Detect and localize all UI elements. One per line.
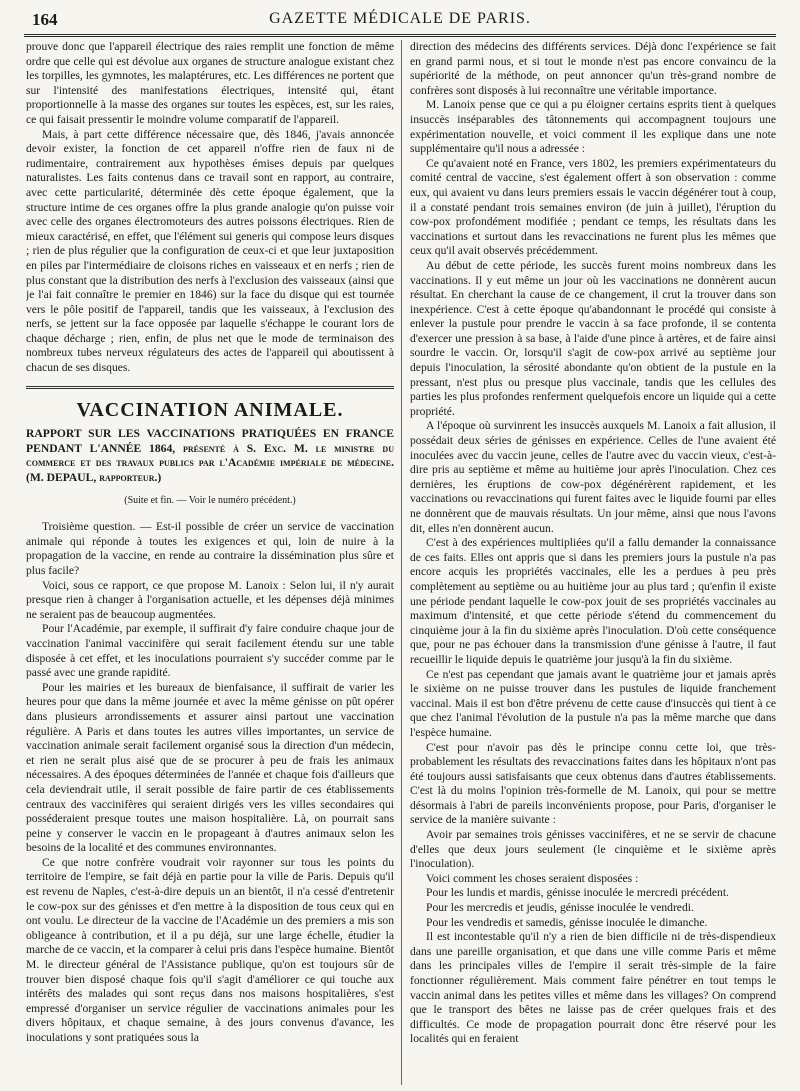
article-paragraph: prouve donc que l'appareil électrique des raies remplit une fonction de même ordre que celle qui est dévolue aux organes de structure analogue existant chez les torpilles, les gymnotes, les malaptérures, etc. Les différences ne portent que sur l'intensité des manifestations électriques, intensité qui, étant proportionnelle à la masse des organes sur toutes les espèces, est, sur les raies, ce qui faisait pressentir le moindre volume comparatif de l'appareil. [26,40,394,126]
article-paragraph: Pour les mairies et les bureaux de bienfaisance, il suffirait de varier les heures pour que dans la même journée et avec la même génisse on pût opérer dans plusieurs arrondissements et assurer ainsi partout une vaccination régulière. A Paris et dans toutes les autres villes importantes, un service de vaccination animale serait facilement organisé sous la direction d'un médecin, et rien ne serait plus aisé que de se procurer à peu de frais les animaux nécessaires. A des époques déterminées de l'année et chaque fois d'ailleurs que cela deviendrait utile, il serait possible de faire partir de ces établissements centraux des vaccinifères qui seraient dirigés vers les villes secondaires qui posséderaient presque toutes une maison hospitalière. Là, on pourrait sans peine y conserver le vaccin en le propageant à d'autres animaux selon les besoins de la localité et des communes environnantes. [26,680,394,855]
article-paragraph: Troisième question. — Est-il possible de créer un service de vaccination animale qui réponde à toutes les exigences et qui, loin de nuire à la propagation de la vaccine, en rende au contraire la dissémination plus sûre et plus facile? [26,520,394,577]
article-paragraph: C'est à des expériences multipliées qu'il a fallu demander la connaissance de ces faits. Elles ont appris que si dans les premiers jours la pustule n'a pas encore acquis les propriétés vaccinales, elle les a perdues à peu près complètement au septième ou au huitième jour au plus tard ; qu'enfin il existe une période pendant laquelle le cow-pox jouit de ses propriétés vaccinales au maximum d'intensité, et que cette période s'étend du commencement du cinquième jour à la fin du sixième après l'inoculation. D'où cette conséquence que, pour ne pas échouer dans la transmission d'une génisse à l'autre, il faut recueillir le liquide depuis le quatrième jour jusqu'à la fin du sixième. [410,536,776,666]
running-title: GAZETTE MÉDICALE DE PARIS. [269,10,531,27]
schedule-line: Pour les lundis et mardis, génisse inoculée le mercredi précédent. [426,886,729,900]
article-paragraph: A l'époque où survinrent les insuccès auxquels M. Lanoix a fait allusion, il possédait deux séries de génisses en expérience. Celles de l'une avaient été inoculées avec du vaccin jeune, celles de l'autre avec du vaccin vieux, c'est-à-dire pris au septième et même au huitième jour après l'inoculation. Chez ces dernières, les éruptions de cow-pox dégénérèrent rapidement, et les vaccinations ou revaccinations qui furent faites avec le liquide fourni par elles ne donnèrent que de mauvais résultats. Un jour même, ainsi que nous l'avons dit, elles n'en donnèrent aucun. [410,419,776,535]
article-paragraph: M. Lanoix pense que ce qui a pu éloigner certains esprits tient à quelques insuccès inséparables des tâtonnements qui accompagnent toujours une expérimentation nouvelle, et voici comment il les explique dans une note supplémentaire qu'il nous a adressée : [410,98,776,156]
article-paragraph: Il est incontestable qu'il n'y a rien de bien difficile ni de très-dispendieux dans une pareille organisation, et que dans une ville comme Paris et même dans les principales villes de l'empire il serait très-simple de la faire fonctionner régulièrement. Mais comment faire pénétrer en tout temps le vaccin animal dans les petites villes et même dans les villages? On comprend que le transport des bêtes ne laisse pas de créer quelques frais et des difficultés. Ce mode de propagation pourrait donc être réservé pour les localités qui en feraient [410,930,776,1046]
report-heading: RAPPORT SUR LES VACCINATIONS PRATIQUÉES EN FRANCE PENDANT L'ANNÉE 1864, présenté à S. Exc. M. le ministre du commerce et des travaux publics par l'Académie impériale de médecine. (M. DEPAUL, rapporteur.) [26,427,394,485]
article-paragraph: Ce que notre confrère voudrait voir rayonner sur tous les points du territoire de l'empire, se fait déjà en partie pour la ville de Paris. Depuis qu'il est revenu de Naples, c'est-à-dire depuis un an bientôt, il n'a cessé d'entretenir le cow-pox sur des génisses et d'en mettre à la disposition de tous ceux qui en ont voulu. Le directeur de la vaccine de l'Académie un des premiers a mis son obligeance à contribution, et il a pu déjà, sur une large échelle, étudier la marche de ce vaccin, et la comparer à celui pris dans l'espèce humaine. Bientôt M. le directeur général de l'Assistance publique, qu'on est toujours sûr de trouver bien disposé chaque fois qu'il s'agit d'améliorer ce qui touche aux intérêts des malades qui sont reçus dans nos maisons hospitalières, s'est empressé d'organiser un service régulier de vaccinations animales pour les divers hôpitaux, et chaque semaine, à des jours convenus d'avance, les inoculations y sont pratiquées sous la [26,855,394,1044]
article-paragraph: Pour l'Académie, par exemple, il suffirait d'y faire conduire chaque jour de vaccination l'animal vaccinifère qui serait facilement étendu sur une table disposée à cet effet, et les inoculations pourraient s'y succéder comme par le passé avec une grande rapidité. [26,622,394,680]
column-divider [401,40,402,1085]
article-paragraph: C'est pour n'avoir pas dès le principe connu cette loi, que très-probablement les résultats des revaccinations faites dans les hôpitaux n'ont pas été toujours aussi satisfaisants que ceux obtenus dans d'autres établissements. C'est là du moins l'opinion très-formelle de M. Lanoix, qui pour se mettre désormais à l'abri de pareils inconvénients propose, pour Paris, d'organiser le service de la manière suivante : [410,740,776,827]
page-header [24,4,776,37]
article-paragraph: Ce n'est pas cependant que jamais avant le quatrième jour et jamais après le sixième on ne puisse trouver dans les pustules de liquide franchement vaccinal. Mais il est bon d'être prévenu de cette cause d'insuccès qui tient à ce que chez l'animal l'évolution de la pustule n'a pas la même marche que dans l'espèce humaine. [410,667,776,739]
article-paragraph: Avoir par semaines trois génisses vaccinifères, et ne se servir de chacune d'elles que deux jours seulement (le cinquième et le sixième après l'inoculation). [410,828,776,871]
schedule-line: Pour les mercredis et jeudis, génisse inoculée le vendredi. [426,901,694,915]
article-paragraph: Voici, sous ce rapport, ce que propose M. Lanoix : Selon lui, il n'y aurait presque rien à changer à l'organisation actuelle, et les dépenses déjà minimes ne seraient pas de beaucoup augmentées. [26,578,394,621]
schedule-line: Pour les vendredis et samedis, génisse inoculée le dimanche. [426,915,708,929]
left-column [26,40,394,1085]
article-paragraph: Voici comment les choses seraient disposées : [426,871,639,885]
page-number: 164 [32,10,58,29]
article-paragraph: Au début de cette période, les succès furent moins nombreux dans les vaccinations. Il y eut même un jour où les vaccinations ne donnèrent aucun résultat. En cherchant la cause de ce changement, il crut la trouver dans son inexpérience. C'est à cette époque qu'abandonnant le procédé qui consiste à enlever la pustule pour prendre le vaccin à sa face profonde, il se contenta d'exercer une pression à sa base, à l'aide d'une pince à artères, et de faire ainsi sourdre le vaccin. Or, lorsqu'il s'agit de cow-pox arrivé au septième jour depuis l'inoculation, la sérosité abondante qu'on obtient de la pustule en la pressant, n'est plus ou presque plus vaccinale, tandis que les cellules des parties les plus profondes renferment quelquefois encore un liquide qui a cette propriété. [410,258,776,418]
article-paragraph: Ce qu'avaient noté en France, vers 1802, les premiers expérimentateurs du comité central de vaccine, s'est également offert à son observation : comme eux, qui avaient vu dans leurs premiers essais le vaccin dégénérer tout à coup, il a constaté pendant trois semaines environ (de juin à juillet), l'éruption du cow-pox profondément modifiée ; pendant ce temps, les résultats dans les vaccinations et surtout dans les revaccinations ne furent plus les mêmes que ceux qu'il avait observés précédemment. [410,156,776,258]
article-paragraph: Mais, à part cette différence nécessaire que, dès 1846, j'avais annoncée devoir exister, la fonction de cet appareil n'offre rien de faux ni de rudimentaire, contrairement aux hypothèses émises depuis par quelques naturalistes. Les faits contenus dans ce travail sont en rapport, au contraire, avec cette particularité, déterminée dès cette époque également, que la structure intime de ces organes offre la plus grande analogie qu'on puisse voir avec celle des organes électromoteurs des autres poissons électriques. Rien de mieux caractérisé, en effet, que l'élément sui generis qui compose leurs disques ; rien de plus régulier que la configuration de ceux-ci et que leur juxtaposition en piles par l'intermédiaire de cloisons riches en vaisseaux et en nerfs ; rien de plus constant que la distribution des nerfs à l'exclusion des vaisseaux (ainsi que je l'ai fait connaître le premier en 1846) sur la face du disque qui est tournée vers le pôle positif de l'appareil, tandis que les vaisseaux, à l'exclusion des nerfs, se jettent sur la face opposée par laquelle s'échappe le courant lors de chaque décharge ; rien, enfin, de plus net que le mode de terminaison des nombreux tubes nerveux régulateurs des actes de l'appareil qui aboutissent à chacun de ses disques. [26,127,394,375]
continuation-note: (Suite et fin. — Voir le numéro précédent.) [124,494,296,506]
section-divider [26,386,394,389]
right-column [410,40,776,1085]
article-paragraph: direction des médecins des différents services. Déjà donc l'expérience se fait en grand parmi nous, et si tout le monde n'est pas encore convaincu de la supériorité de la méthode, on peut annoncer qu'un très-grand nombre de confrères sont disposés à lui reconnaître une véritable importance. [410,40,776,97]
section-title: VACCINATION ANIMALE. [76,398,344,421]
